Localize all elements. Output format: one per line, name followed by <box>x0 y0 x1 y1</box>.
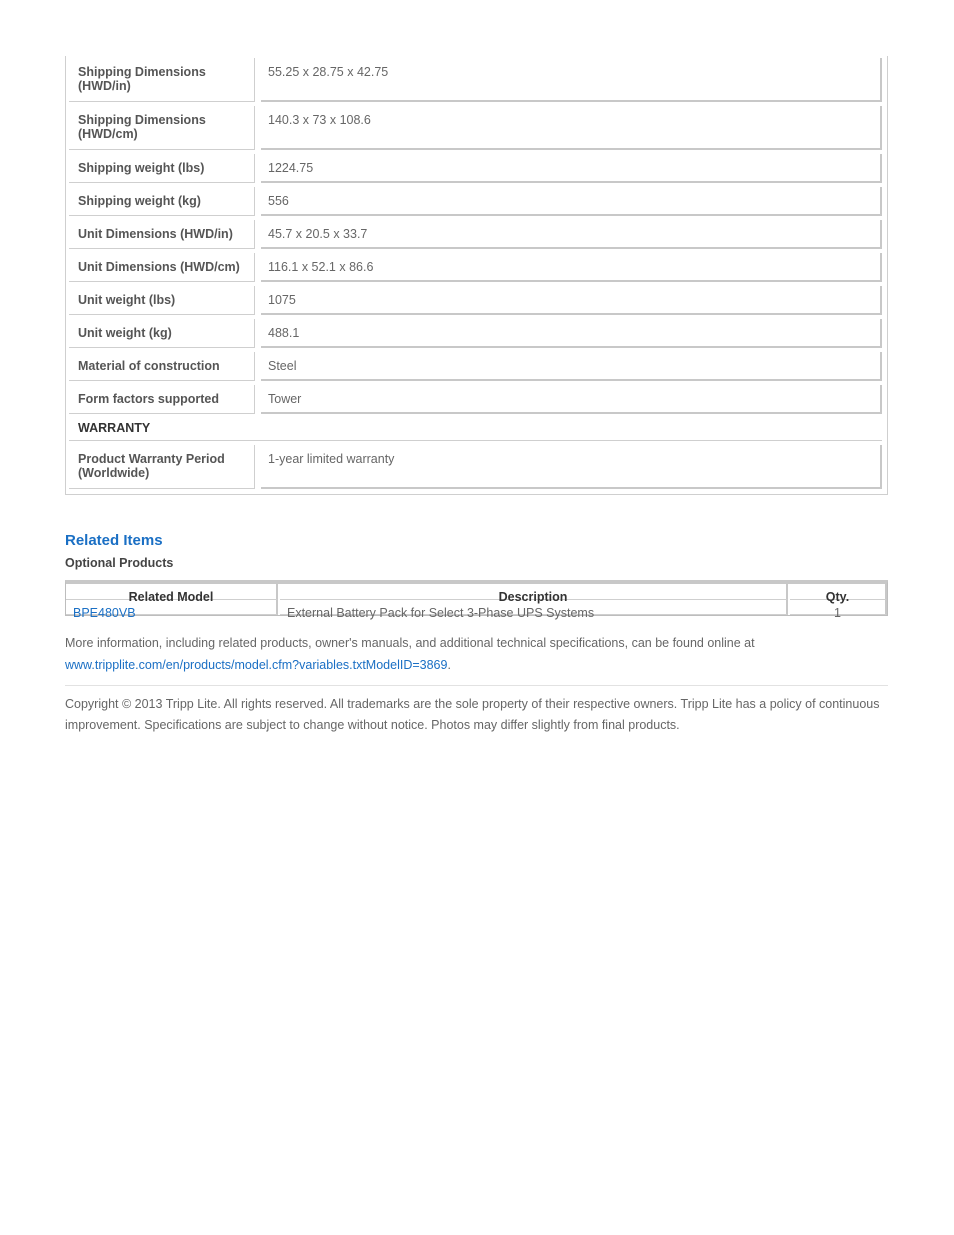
related-description: External Battery Pack for Select 3-Phase UPS Systems <box>280 600 788 615</box>
spec-label: Unit weight (lbs) <box>69 286 255 315</box>
spec-row <box>69 58 882 102</box>
column-header-description: Description <box>280 584 788 600</box>
warranty-section-heading: WARRANTY <box>69 418 882 441</box>
spec-value: 488.1 <box>261 319 882 348</box>
more-info-text: More information, including related products, owner's manuals, and additional technical specifications, can be found online at <box>65 636 755 650</box>
table-row <box>66 600 887 620</box>
spec-row <box>69 154 882 183</box>
spec-label: Product Warranty Period (Worldwide) <box>69 445 255 489</box>
spec-label: Unit weight (kg) <box>69 319 255 348</box>
spec-row <box>69 187 882 216</box>
spec-label: Material of construction <box>69 352 255 381</box>
more-info-paragraph <box>65 632 888 676</box>
spec-table <box>65 56 888 495</box>
spec-row <box>69 286 882 315</box>
spec-row <box>69 352 882 381</box>
spec-value: 140.3 x 73 x 108.6 <box>261 106 882 150</box>
table-header-row <box>66 584 887 604</box>
spec-value: 1075 <box>261 286 882 315</box>
spec-value: Tower <box>261 385 882 414</box>
spec-sheet-page <box>65 56 888 736</box>
spec-row <box>69 385 882 414</box>
spec-label: Form factors supported <box>69 385 255 414</box>
spec-row <box>69 106 882 150</box>
spec-label: Unit Dimensions (HWD/cm) <box>69 253 255 282</box>
related-items-heading: Related Items <box>65 532 163 549</box>
spec-value: 45.7 x 20.5 x 33.7 <box>261 220 882 249</box>
spec-row <box>69 220 882 249</box>
spec-value: 55.25 x 28.75 x 42.75 <box>261 58 882 102</box>
spec-label: Shipping weight (lbs) <box>69 154 255 183</box>
spec-row <box>69 319 882 348</box>
column-header-model: Related Model <box>66 584 278 600</box>
spec-row <box>69 253 882 282</box>
more-info-suffix: . <box>447 658 451 672</box>
spec-label: Shipping Dimensions (HWD/in) <box>69 58 255 102</box>
related-model-link[interactable]: BPE480VB <box>66 600 278 615</box>
spec-value: 1-year limited warranty <box>261 445 882 489</box>
spec-label: Unit Dimensions (HWD/in) <box>69 220 255 249</box>
related-products-table <box>65 580 888 620</box>
spec-value: Steel <box>261 352 882 381</box>
related-qty: 1 <box>790 600 887 615</box>
spec-label: Shipping weight (kg) <box>69 187 255 216</box>
divider <box>65 685 888 686</box>
product-page-link[interactable]: www.tripplite.com/en/products/model.cfm?variables.txtModelID=3869 <box>65 658 448 672</box>
spec-value: 556 <box>261 187 882 216</box>
spec-label: Shipping Dimensions (HWD/cm) <box>69 106 255 150</box>
column-header-qty: Qty. <box>790 584 887 600</box>
optional-products-heading: Optional Products <box>65 556 174 570</box>
spec-row <box>69 445 882 489</box>
copyright-notice: Copyright © 2013 Tripp Lite. All rights reserved. All trademarks are the sole property of their respective owners. Tripp Lite has a policy of continuous improvement. Specifications are subject to change without notice. Photos may differ slightly from final products. <box>65 697 880 732</box>
spec-value: 1224.75 <box>261 154 882 183</box>
spec-value: 116.1 x 52.1 x 86.6 <box>261 253 882 282</box>
